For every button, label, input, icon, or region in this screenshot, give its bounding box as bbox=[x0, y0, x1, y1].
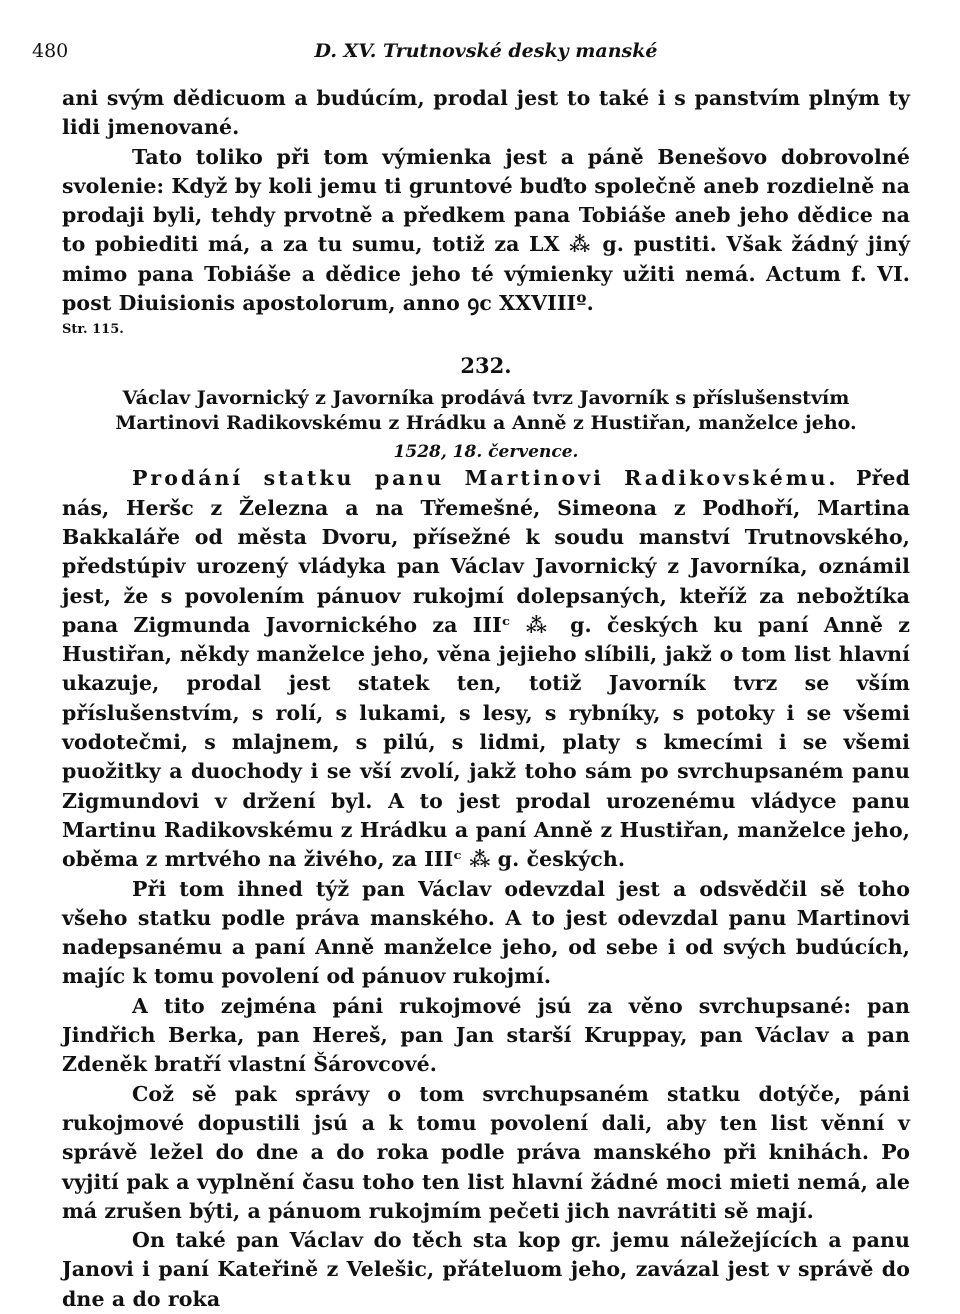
paragraph-condition: Tato toliko při tom výmienka jest a páně Benešovo dobrovolné svolenie: Když by koli jemu ti gruntové buďto společně aneb rozdielně na prodaji byli, tehdy prvotně a předkem pana Tobiáše aneb jeho dědice na to pobiediti má, a za tu sumu, totiž za LX ⁂ g. pustiti. Však žádný jiný mimo pana Tobiáše a dědice jeho té výmienky užiti nemá. Actum f. VI. post Diuisionis apostolorum, anno ꝯc XXVIIIº. bbox=[62, 144, 911, 316]
document-regest: Václav Javornický z Javorníka prodává tvrz Javorník s příslušenstvím Martinovi Radikovskému z Hrádku a Anně z Hustiřan, manželce jeho. bbox=[115, 387, 857, 435]
paragraph-guarantors: A tito zejména páni rukojmové jsú za věno svrchupsané: pan Jindřich Berka, pan Hereš, pan Jan starší Kruppay, pan Václav a pan Zdeněk bratří vlastní Šárovcové. bbox=[62, 993, 910, 1077]
document-title: Prodání statku panu Martinovi Radikovskému. bbox=[132, 466, 839, 491]
page-number: 480 bbox=[32, 40, 69, 62]
paragraph-transfer: Při tom ihned týž pan Václav odevzdal jest a odsvědčil sě toho všeho statku podle práva manského. A to jest odevzdal panu Martinovi nadepsanému a paní Anně manželce jeho, od sebe i od svých budúcích, majíc k tomu povolení od pánuov rukojmí. bbox=[62, 876, 910, 989]
paragraph-sale bbox=[62, 464, 910, 874]
document-number: 232. bbox=[460, 353, 512, 379]
page-header bbox=[32, 34, 910, 74]
document-date: 1528, 18. července. bbox=[393, 442, 579, 463]
running-title: D. XV. Trutnovské desky manské bbox=[314, 40, 658, 62]
paragraph-continuation: ani svým dědicuom a budúcím, prodal jest to také i s panstvím plným ty lidi jmenované. bbox=[62, 86, 910, 140]
paragraph-administration: Což sě pak správy o tom svrchupsaném statku dotýče, páni rukojmové dopustili jsú a k tomu povolení dali, aby ten list věnní v správě ležel do dne a do roka podle práva manského při knihách. Po vyjití pak a vyplnění času toho ten list hlavní žádné moci mieti nemá, ale má zrušen býti, a pánuom rukojmím pečeti jich navrátiti sě mají. bbox=[62, 1081, 910, 1223]
document-page bbox=[32, 34, 911, 1314]
paragraph-obligation: On také pan Václav do těch sta kop gr. jemu náležejících a panu Janovi i paní Kateřině z Velešic, přáteluom jeho, zavázal jest v správě do dne a do roka bbox=[62, 1228, 910, 1311]
page-reference: Str. 115. bbox=[62, 322, 124, 338]
paragraph-sale-text: Před nás, Heršc z Železna a na Třemešné, Simeona z Podhoří, Martina Bakkaláře od města Dvoru, přísežné k soudu manství Trutnovského, předstúpiv urozený vládyka pan Václav Javornický z Javorníka, oznámil jest, že s povolením pánuov rukojmí dolepsaných, kteříž za nebožtíka pana Zigmunda Javornického za IIIᶜ ⁂ g. českých ku paní Anně z Hustiřan, někdy manželce jeho, věna jejieho slíbili, jakž o tom list hlavní ukazuje, prodal jest statek ten, totiž Javorník tvrz se vším příslušenstvím, s rolí, s lukami, s lesy, s rybníky, s potoky i se všemi vodotečmi, s mlajnem, s pilú, s lidmi, platy s kmecími i se všemi puožitky a duochody i se vší zvolí, jakž toho sám po svrchupsaném panu Zigmundovi v držení byl. A to jest prodal urozenému vládyce panu Martinu Radikovskému z Hrádku a paní Anně z Hustiřan, manželce jeho, oběma z mrtvého na živého, za IIIᶜ ⁂ g. českých. bbox=[62, 466, 910, 872]
